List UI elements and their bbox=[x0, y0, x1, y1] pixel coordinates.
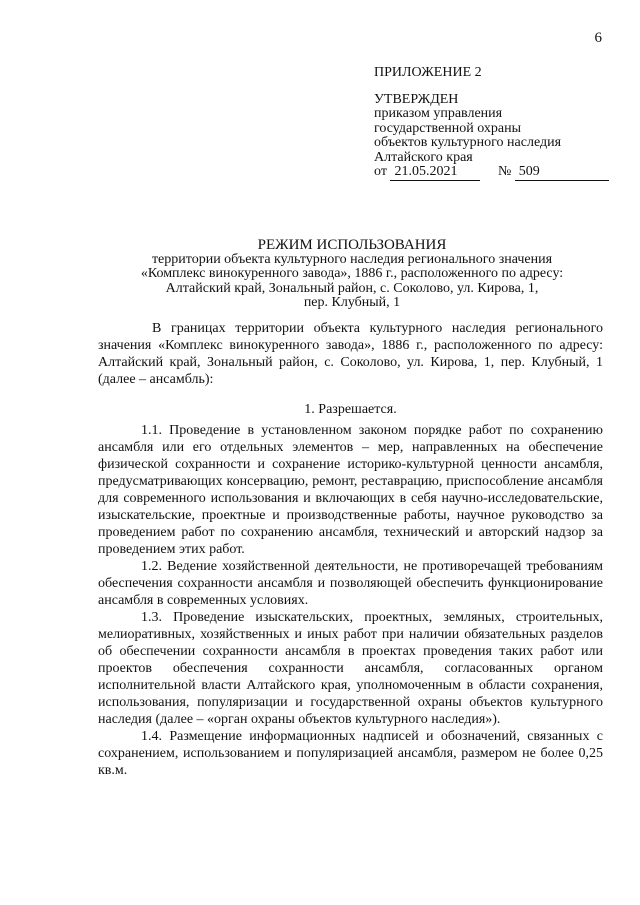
intro-paragraph: В границах территории объекта культурного наследия регионального значения «Комплекс винокуренного завода», 1886 г., расположенного по адресу: Алтайский край, Зональный район, с. Соколово, ул. Кирова, 1, пер. Клубный, 1 (далее – ансамбль): bbox=[98, 321, 603, 387]
number-label: № bbox=[497, 164, 512, 179]
approved-label: УТВЕРЖДЕН bbox=[374, 91, 459, 107]
title-line: Алтайский край, Зональный район, с. Соколово, ул. Кирова, 1, bbox=[165, 280, 539, 296]
order-number: 509 bbox=[515, 165, 609, 181]
title-line: «Комплекс винокуренного завода», 1886 г., расположенного по адресу: bbox=[140, 266, 564, 281]
order-line: Алтайского края bbox=[374, 149, 473, 165]
section-heading: 1. Разрешается. bbox=[304, 402, 397, 417]
order-line: объектов культурного наследия bbox=[374, 135, 562, 150]
title-block bbox=[80, 238, 624, 311]
annex-label: ПРИЛОЖЕНИЕ 2 bbox=[374, 65, 482, 80]
order-date: 21.05.2021 bbox=[390, 165, 480, 181]
order-line: государственной охраны bbox=[374, 120, 522, 136]
list-item: 1.4. Размещение информационных надписей и обозначений, связанных с сохранением, использованием и популяризацией ансамбля, размером не более 0,25 кв.м. bbox=[98, 729, 603, 778]
list-item: 1.3. Проведение изыскательских, проектных, земляных, строительных, мелиоративных, хозяйственных и иных работ при наличии обязательных разделов об обеспечении сохранности ансамбля в проектах проведения таких работ или проектов обеспечения сохранности ансамбля, согласованных органом исполнительной власти Алтайского края, уполномоченным в области сохранения, использования, популяризации и государственной охраны объектов культурного наследия (далее – «орган охраны объектов культурного наследия»). bbox=[98, 610, 603, 727]
title-line: территории объекта культурного наследия регионального значения bbox=[151, 251, 553, 267]
document-body bbox=[98, 320, 603, 779]
list-item: 1.2. Ведение хозяйственной деятельности, не противоречащей требованиям обеспечения сохранности ансамбля и позволяющей обеспечить функционирование ансамбля в современных условиях. bbox=[98, 559, 603, 608]
from-label: от bbox=[374, 164, 387, 179]
order-date-number bbox=[374, 165, 614, 181]
approval-block bbox=[374, 66, 614, 181]
page-number: 6 bbox=[594, 30, 602, 46]
document-title: РЕЖИМ ИСПОЛЬЗОВАНИЯ bbox=[257, 237, 447, 253]
list-item: 1.1. Проведение в установленном законом порядке работ по сохранению ансамбля или его отдельных элементов – мер, направленных на обеспечение физической сохранности и сохранение историко-культурной ценности ансамбля, предусматривающих консервацию, ремонт, реставрацию, приспособление ансамбля для современного использования и включающих в себя научно-исследовательские, изыскательские, проектные и производственные работы, научное руководство за проведением работ по сохранению ансамбля, технический и авторский надзор за проведением этих работ. bbox=[98, 423, 603, 557]
order-line: приказом управления bbox=[374, 106, 503, 121]
title-line: пер. Клубный, 1 bbox=[303, 295, 401, 310]
